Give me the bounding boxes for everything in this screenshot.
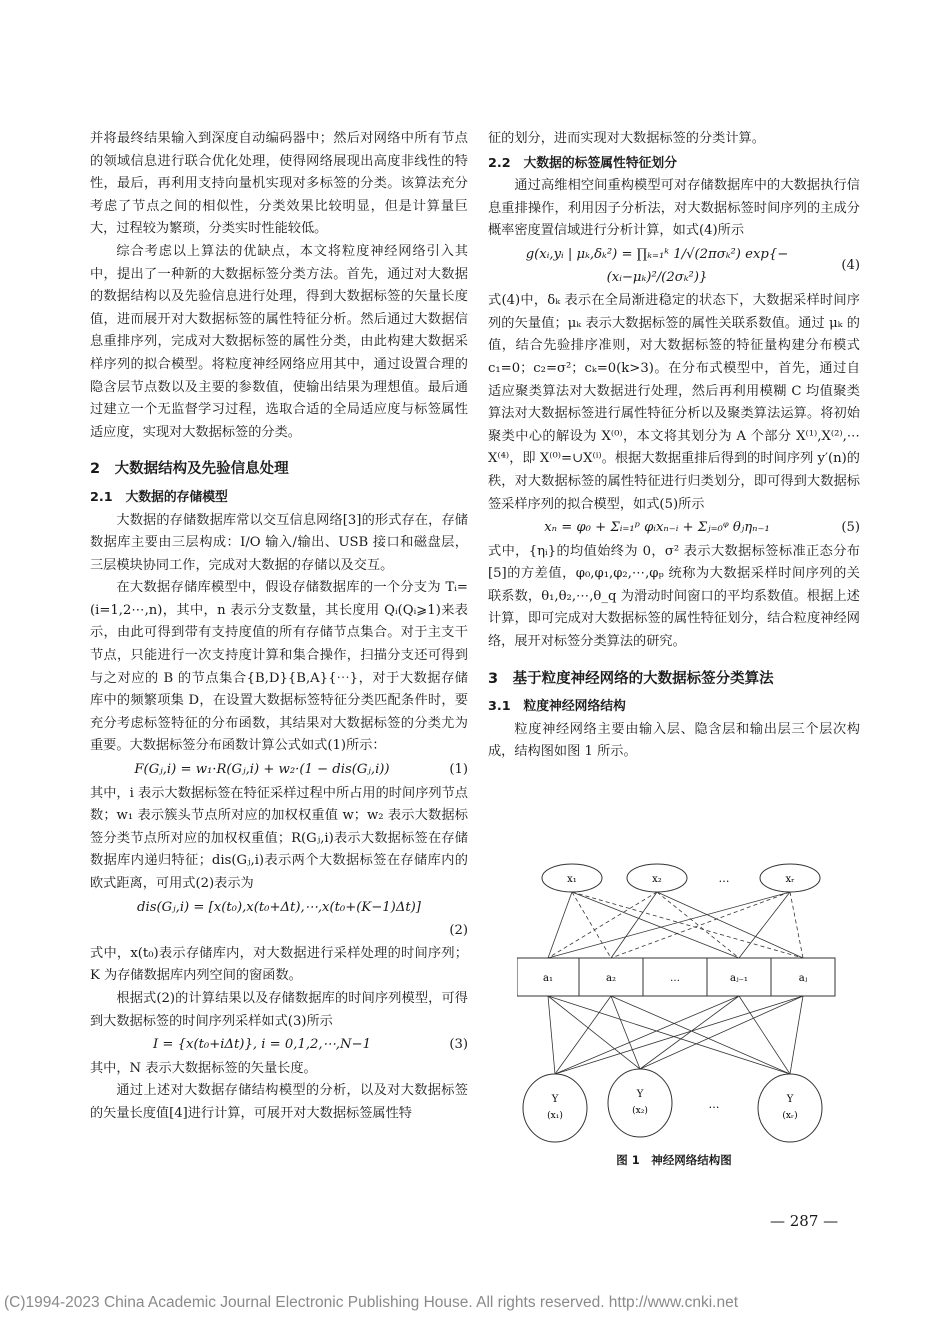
input-hidden-edge	[611, 892, 790, 958]
hidden-output-edge	[640, 996, 803, 1069]
paragraph: 通过高维相空间重构模型可对存储数据库中的大数据执行信息重排操作，利用因子分析法，对大数据标签时间序列的主成分概率密度置信域进行分析计算，如式(4)所示	[488, 178, 860, 239]
input-hidden-edge	[657, 892, 803, 958]
input-hidden-edge	[739, 892, 790, 958]
equation-2-body: dis(Gⱼ,i) = [x(t₀),x(t₀+Δt),⋯,x(t₀+(K−1)Δt)]	[137, 899, 421, 915]
equation-4-number: (4)	[841, 258, 860, 274]
equation-1-body: F(Gⱼ,i) = w₁·R(Gⱼ,i) + w₂·(1 − dis(Gⱼ,i))	[134, 762, 390, 778]
hidden-output-connections	[548, 996, 803, 1074]
hidden-output-edge	[640, 996, 739, 1069]
input-hidden-edge	[790, 892, 803, 958]
hidden-node-label: a₁	[543, 973, 553, 984]
paragraph: 式(4)中，δₖ 表示在全局渐进稳定的状态下，大数据采样时间序列的矢量值；μₖ 表示大数据标签的属性关联系数值。通过 μₖ 的值，结合先验排序准则，对大数据标签的特征量构建分布模式 c₁=0；c₂=σ²；cₖ=0(k>3)。在分布式模型中，首先，通过自适应聚类算法对大数据进行处理，然后再利用模糊 C 均值聚类算法对大数据标签进行属性特征分析以及聚类算法运算。将初始聚类中心的解设为 X⁽⁰⁾，本文将其划分为 A 个部分 X⁽¹⁾,X⁽²⁾,⋯X⁽⁴⁾，即 X⁽⁰⁾=∪X⁽ⁱ⁾。根据大数据重排后得到的时间序列 y′(n)的秩，对大数据标签的属性特征进行归类划分，即可得到大数据标签采样序列的拟合模型，如式(5)所示	[488, 293, 860, 512]
section-heading-3: 3 基于粒度神经网络的大数据标签分类算法	[488, 670, 774, 687]
input-hidden-connections	[548, 892, 803, 958]
equation-5	[488, 517, 860, 540]
output-node-sub: (x₁)	[547, 1111, 563, 1121]
output-node-sub: (x₂)	[632, 1106, 648, 1116]
subsection-heading-2-2: 2.2 大数据的标签属性特征划分	[488, 155, 678, 171]
input-hidden-edge	[572, 892, 803, 958]
hidden-output-edge	[548, 996, 790, 1074]
paragraph: 式中，{ηᵢ}的均值始终为 0，σ² 表示大数据标签标准正态分布[5]的方差值，φ₀,φ₁,φ₂,⋯,φₚ 统称为大数据采样时间序列的关联系数，θ₁,θ₂,⋯,θ_q 为滑动时间窗口的平均系数值。根据上述计算，即可完成对大数据标签的属性特征划分，结合粒度神经网络，展开对标签分类算法的研究。	[488, 543, 860, 650]
paragraph: 其中，N 表示大数据标签的矢量长度。	[90, 1060, 317, 1076]
input-node-label: x₁	[567, 874, 577, 885]
hidden-output-edge	[611, 996, 790, 1074]
hidden-node-label: aⱼ	[798, 973, 808, 984]
equation-2	[90, 897, 468, 920]
paragraph: 通过上述对大数据存储结构模型的分析，以及对大数据标签的矢量长度值[4]进行计算，可展开对大数据标签属性特	[90, 1083, 468, 1121]
section-heading-2: 2 大数据结构及先验信息处理	[90, 461, 289, 478]
paragraph: 并将最终结果输入到深度自动编码器中；然后对网络中所有节点的领域信息进行联合优化处理，使得网络展现出高度非线性的特性，最后，再利用支持向量机实现对多标签的分类。该算法充分考虑了节点之间的相似性，分类效果比较明显，但是计算量巨大，过程较为繁琐，分类实时性能较低。	[90, 131, 468, 237]
output-layer	[523, 1069, 822, 1142]
output-node-ellipsis: …	[708, 1098, 720, 1111]
output-node-label: Y	[786, 1094, 794, 1105]
equation-3	[90, 1034, 468, 1057]
input-hidden-edge	[611, 892, 657, 958]
figure-caption: 图 1 神经网络结构图	[616, 1153, 732, 1167]
output-node	[608, 1069, 672, 1137]
subsection-heading-3-1: 3.1 粒度神经网络结构	[488, 699, 626, 715]
input-node-label: xᵣ	[785, 874, 795, 885]
hidden-output-edge	[555, 996, 803, 1074]
output-node-sub: (xᵣ)	[782, 1111, 798, 1121]
equation-3-number: (3)	[449, 1037, 468, 1053]
input-hidden-edge	[572, 892, 739, 958]
hidden-output-edge	[548, 996, 555, 1074]
output-node-label: Y	[551, 1094, 559, 1105]
hidden-output-edge	[548, 996, 640, 1069]
equation-5-body: xₙ = φ₀ + Σᵢ₌₁ᵖ φᵢxₙ₋ᵢ + Σⱼ₌₀ᵠ θⱼηₙ₋₁	[544, 520, 770, 536]
equation-5-number: (5)	[841, 520, 860, 536]
output-node-label: Y	[636, 1089, 644, 1100]
subsection-heading-2-1: 2.1 大数据的存储模型	[90, 489, 228, 505]
input-hidden-edge	[548, 892, 572, 958]
paragraph: 根据式(2)的计算结果以及存储数据库的时间序列模型，可得到大数据标签的时间序列采样如式(3)所示	[90, 990, 468, 1029]
paragraph: 综合考虑以上算法的优缺点，本文将粒度神经网络引入其中，提出了一种新的大数据标签分类方法。首先，通过对大数据的数据结构以及先验信息进行处理，得到大数据标签的矢量长度值，进而展开对大数据标签的属性特征分析。然后通过大数据信息重排序列，完成对大数据标签的属性分类，由此构建大数据采样序列的拟合模型。将粒度神经网络应用其中，通过设置合理的隐含层节点数以及主要的参数值，使输出结果为理想值。最后通过建立一个无监督学习过程，选取合适的全局适应度与标签属性适应度，实现对大数据标签的分类。	[90, 243, 468, 440]
input-node-label: x₂	[652, 874, 662, 885]
input-node-ellipsis: …	[718, 872, 730, 885]
input-hidden-edge	[572, 892, 611, 958]
output-node	[523, 1074, 587, 1142]
left-column	[90, 128, 468, 1126]
equation-3-body: I = {x(t₀+iΔt)}, i = 0,1,2,⋯,N−1	[153, 1037, 371, 1053]
input-layer	[542, 864, 820, 892]
equation-4	[488, 244, 860, 289]
paragraph: 征的划分，进而实现对大数据标签的分类计算。	[488, 131, 765, 146]
paragraph: 在大数据存储库模型中，假设存储数据库的一个分支为 Tᵢ=(i=1,2⋯,n)，其中，n 表示分支数量，其长度用 Qᵢ(Qᵢ⩾1)来表示，由此可得到带有支持度值的所有存储节点集合。对于主支干节点，只能进行一次支持度计算和集合操作，扫描分支还可得到与之对应的 B 的节点集合{B,D}{B,A}{⋯}，对于大数据存储库中的频繁项集 D，在设置大数据标签特征分类匹配条件时，要充分考虑标签特征的分布函数，其结果对大数据标签的分类尤为重要。大数据标签分布函数计算公式如式(1)所示：	[90, 580, 468, 754]
equation-1-number: (1)	[449, 762, 468, 778]
hidden-layer	[517, 958, 835, 996]
hidden-output-edge	[790, 996, 803, 1074]
right-column	[488, 128, 860, 764]
equation-4-body: g(xᵢ,yᵢ | μₖ,δₖ²) = ∏ₖ₌₁ᵏ 1/√(2πσₖ²) exp{−(xᵢ−μₖ)²/(2σₖ²)}	[525, 246, 789, 285]
page-number: — 287 —	[770, 1212, 839, 1230]
hidden-node-ellipsis: …	[670, 973, 680, 984]
input-hidden-edge	[548, 892, 657, 958]
output-node	[758, 1074, 822, 1142]
hidden-node-label: a₂	[606, 973, 616, 984]
paragraph: 大数据的存储数据库常以交互信息网络[3]的形式存在，存储数据库主要由三层构成：I/O 输入/输出、USB 接口和磁盘层，三层模块协同工作，完成对大数据的存储以及交互。	[90, 512, 468, 573]
paragraph: 式中，x(t₀)表示存储库内，对大数据进行采样处理的时间序列；K 为存储数据库内列空间的窗函数。	[90, 945, 468, 984]
paragraph: 粒度神经网络主要由输入层、隐含层和输出层三个层次构成，结构图如图 1 所示。	[488, 721, 860, 760]
copyright-footer: (C)1994-2023 China Academic Journal Electronic Publishing House. All rights reserved. http://www.cnki.net	[4, 1294, 739, 1311]
equation-1	[90, 759, 468, 782]
neural-network-figure	[517, 858, 837, 1148]
paragraph: 其中，i 表示大数据标签在特征采样过程中所占用的时间序列节点数；w₁ 表示簇头节点所对应的加权权重值 w；w₂ 表示大数据标签分类节点所对应的加权权重值；R(Gⱼ,i)表示大数据标签在存储数据库内递归特征；dis(Gⱼ,i)表示两个大数据标签在存储库内的欧式距离，可用式(2)表示为	[90, 785, 468, 891]
equation-2-number: (2)	[449, 923, 468, 939]
hidden-node-label: aⱼ₋₁	[730, 973, 748, 984]
